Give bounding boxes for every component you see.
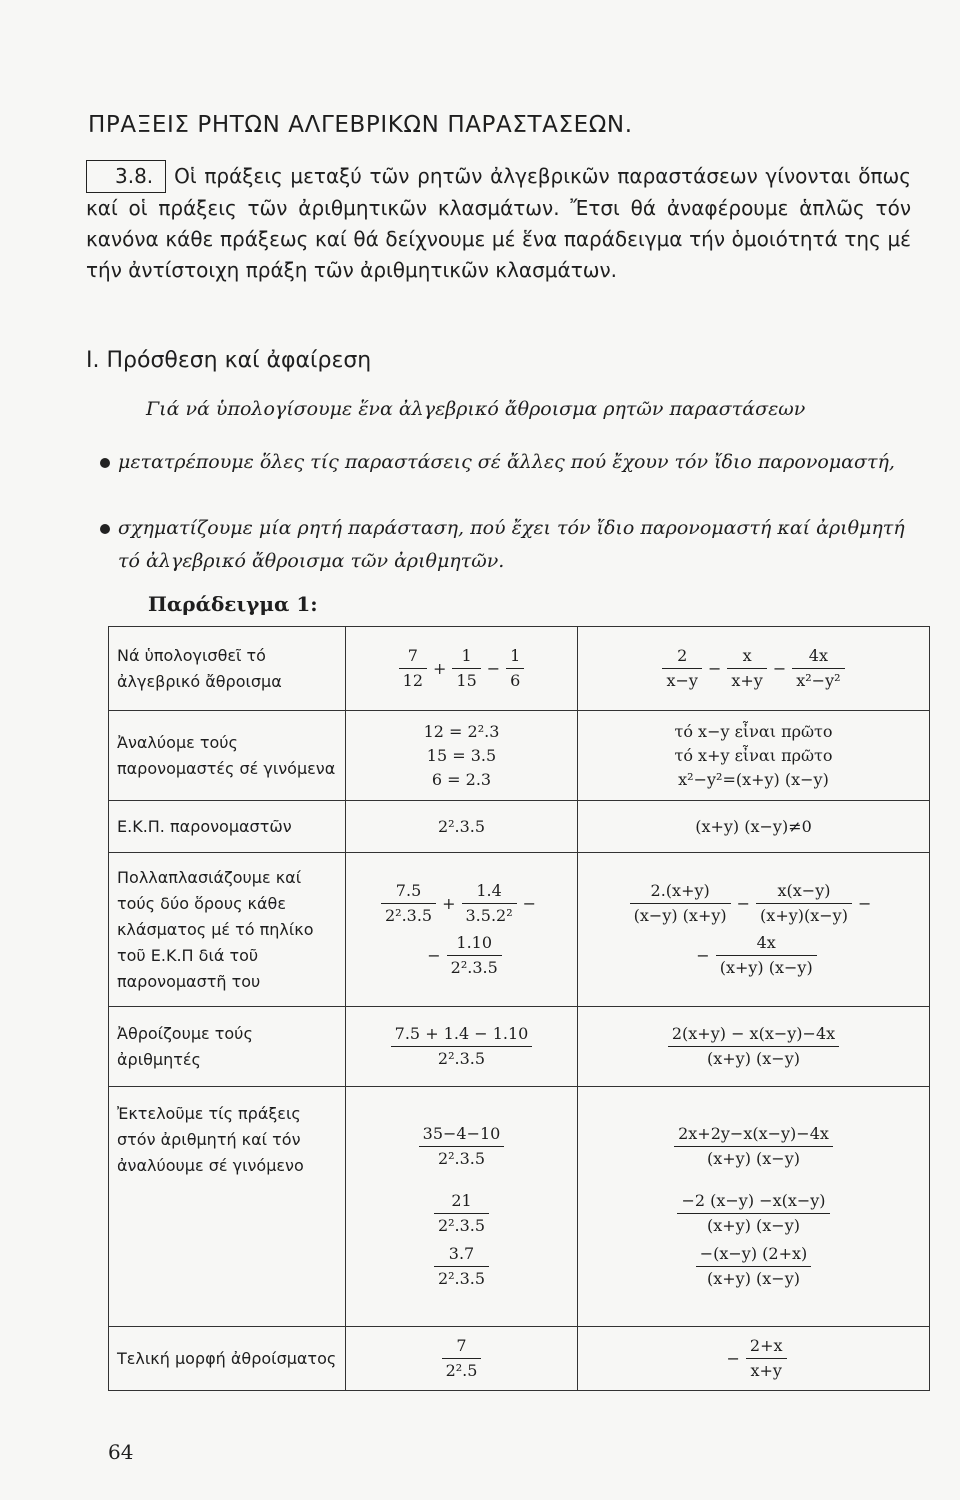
fraction (434, 1242, 489, 1291)
table-row (109, 711, 930, 801)
table-row (109, 1007, 930, 1087)
factorization-line: 15 = 3.5 (426, 745, 497, 765)
operator: − (772, 658, 787, 678)
numerator: 4x (808, 646, 828, 665)
fraction (391, 1022, 533, 1071)
row-label: Ἐκτελοῦμε τίς πράξεις στόν ἀριθμητή καί τόν ἀναλύουμε σέ γινόμενο (109, 1087, 346, 1327)
numerator: x (742, 646, 752, 665)
numerator: 1.10 (456, 933, 493, 952)
fraction (462, 879, 517, 928)
operator: − (736, 893, 751, 913)
fraction (727, 644, 766, 693)
example-title: Παράδειγμα 1: (148, 592, 318, 616)
numerator: 2+x (749, 1336, 783, 1355)
fraction (442, 1334, 482, 1383)
numerator: 7.5 + 1.4 − 1.10 (394, 1024, 529, 1043)
numeric-cell (346, 1327, 578, 1391)
operator: − (522, 893, 537, 913)
row-label: Πολλαπλασιάζουμε καί τούς δύο ὅρους κάθε κλάσματος μέ τό πηλίκο τοῦ Ε.Κ.Π διά τοῦ παρονομαστῆ του (109, 853, 346, 1007)
denominator: 2².5 (442, 1358, 482, 1383)
row-label: Νά ὑπολογισθεῖ τό ἀλγεβρικό ἄθροισμα (109, 627, 346, 711)
denominator: (x+y)(x−y) (756, 903, 852, 928)
rule-bullet (100, 512, 915, 578)
table-row (109, 853, 930, 1007)
operator: − (696, 945, 710, 965)
numerator: −2 (x−y) −x(x−y) (681, 1191, 826, 1210)
numerator: 7 (456, 1336, 467, 1355)
fraction (696, 1242, 812, 1291)
factorization-line: x²−y²=(x+y) (x−y) (678, 769, 829, 789)
section-paragraph (86, 160, 911, 286)
algebraic-cell (578, 1087, 930, 1327)
bullet-icon (100, 458, 110, 468)
numeric-cell (346, 1087, 578, 1327)
denominator: (x−y) (x+y) (630, 903, 731, 928)
denominator: x−y (662, 668, 701, 693)
table-row (109, 627, 930, 711)
factorization-line: τό x+y εἶναι πρῶτο (674, 745, 833, 765)
numeric-cell (346, 1007, 578, 1087)
factorization-line: 6 = 2.3 (431, 769, 492, 789)
algebraic-cell (578, 711, 930, 801)
numerator: 2.(x+y) (650, 881, 710, 900)
numeric-cell: 2².3.5 (346, 801, 578, 853)
denominator: 6 (506, 668, 524, 693)
row-label: Τελική μορφή ἀθροίσματος (109, 1327, 346, 1391)
row-label: Ἀναλύομε τούς παρονομαστές σέ γινόμενα (109, 711, 346, 801)
fraction (716, 931, 817, 980)
denominator: (x+y) (x−y) (674, 1146, 833, 1171)
denominator: x+y (746, 1358, 787, 1383)
denominator: 2².3.5 (447, 955, 502, 980)
fraction (674, 1122, 833, 1171)
operator: − (427, 945, 441, 965)
fraction (399, 644, 427, 693)
denominator: x+y (727, 668, 766, 693)
numerator: 4x (756, 933, 776, 952)
factorization-line: 12 = 2².3 (423, 721, 500, 741)
numeric-cell (346, 627, 578, 711)
denominator: (x+y) (x−y) (716, 955, 817, 980)
operator: − (707, 658, 722, 678)
fraction (792, 644, 844, 693)
row-label: Ἀθροίζουμε τούς ἀριθμητές (109, 1007, 346, 1087)
algebraic-cell (578, 627, 930, 711)
fraction (434, 1189, 489, 1238)
denominator: 2².3.5 (434, 1266, 489, 1291)
section-number: 3.8. (86, 160, 166, 193)
example-table (108, 626, 930, 1391)
numeric-cell (346, 853, 578, 1007)
numerator: 1.4 (476, 881, 502, 900)
denominator: (x+y) (x−y) (696, 1266, 812, 1291)
table-row (109, 801, 930, 853)
algebraic-cell (578, 1007, 930, 1087)
operator: + (433, 658, 447, 678)
numerator: 7.5 (395, 881, 422, 900)
fraction (452, 644, 480, 693)
algebraic-cell (578, 853, 930, 1007)
table-row (109, 1327, 930, 1391)
numerator: 1 (510, 646, 521, 665)
numeric-cell (346, 711, 578, 801)
numerator: 35−4−10 (422, 1124, 501, 1143)
denominator: 2².3.5 (419, 1146, 505, 1171)
fraction (756, 879, 852, 928)
algebraic-cell (578, 1327, 930, 1391)
denominator: 12 (399, 668, 427, 693)
numerator: 21 (451, 1191, 472, 1210)
rule-bullet-text: μετατρέπουμε ὅλες τίς παραστάσεις σέ ἄλλες πού ἔχουν τόν ἴδιο παρονομαστή, (118, 451, 895, 473)
fraction (746, 1334, 787, 1383)
numerator: x(x−y) (777, 881, 831, 900)
fraction (381, 879, 436, 928)
subsection-title: I. Πρόσθεση καί ἀφαίρεση (86, 348, 372, 373)
denominator: 3.5.2² (462, 903, 517, 928)
rule-bullet-text: σχηματίζουμε μία ρητή παράσταση, πού ἔχει τόν ἴδιο παρονομαστή καί ἀριθμητή τό ἀλγεβρικό ἄθροισμα τῶν ἀριθμητῶν. (118, 517, 905, 572)
page-header: ΠΡΑΞΕΙΣ ΡΗΤΩΝ ΑΛΓΕΒΡΙΚΩΝ ΠΑΡΑΣΤΑΣΕΩΝ. (88, 112, 633, 138)
rule-intro: Γιά νά ὑπολογίσουμε ἕνα ἀλγεβρικό ἄθροισμα ρητῶν παραστάσεων (146, 398, 806, 420)
numerator: 2x+2y−x(x−y)−4x (678, 1124, 829, 1143)
operator: + (442, 893, 456, 913)
table-row (109, 1087, 930, 1327)
denominator: (x+y) (x−y) (668, 1046, 839, 1071)
operator: − (857, 893, 872, 913)
denominator: 2².3.5 (381, 903, 436, 928)
numerator: 7 (407, 646, 418, 665)
rule-bullet (100, 446, 915, 479)
bullet-icon (100, 524, 110, 534)
section-text: Οἱ πράξεις μεταξύ τῶν ρητῶν ἀλγεβρικῶν παραστάσεων γίνονται ὅπως καί οἱ πράξεις τῶν ἀριθμητικῶν κλασμάτων. Ἔτσι θά ἀναφέρουμε ἁπλῶς τόν κανόνα κάθε πράξεως καί θά δείχνουμε μέ ἕνα παράδειγμα τήν ὁμοιότητά της μέ τήν ἀντίστοιχη πράξη τῶν ἀριθμητικῶν κλασμάτων. (86, 164, 911, 282)
page-number: 64 (108, 1440, 134, 1464)
operator: − (486, 658, 501, 678)
denominator: (x+y) (x−y) (677, 1213, 829, 1238)
numerator: 2 (677, 646, 688, 665)
numerator: 2(x+y) − x(x−y)−4x (671, 1024, 836, 1043)
operator: − (726, 1348, 740, 1368)
fraction (668, 1022, 839, 1071)
fraction (506, 644, 524, 693)
fraction (419, 1122, 505, 1171)
denominator: 2².3.5 (434, 1213, 489, 1238)
fraction (447, 931, 502, 980)
denominator: x²−y² (792, 668, 844, 693)
numerator: 1 (461, 646, 472, 665)
numerator: 3.7 (448, 1244, 475, 1263)
fraction (677, 1189, 829, 1238)
fraction (630, 879, 731, 928)
factorization-line: τό x−y εἶναι πρῶτο (674, 721, 833, 741)
numerator: −(x−y) (2+x) (699, 1244, 808, 1263)
fraction (662, 644, 701, 693)
row-label: Ε.Κ.Π. παρονομαστῶν (109, 801, 346, 853)
denominator: 15 (452, 668, 480, 693)
denominator: 2².3.5 (391, 1046, 533, 1071)
algebraic-cell: (x+y) (x−y)≠0 (578, 801, 930, 853)
